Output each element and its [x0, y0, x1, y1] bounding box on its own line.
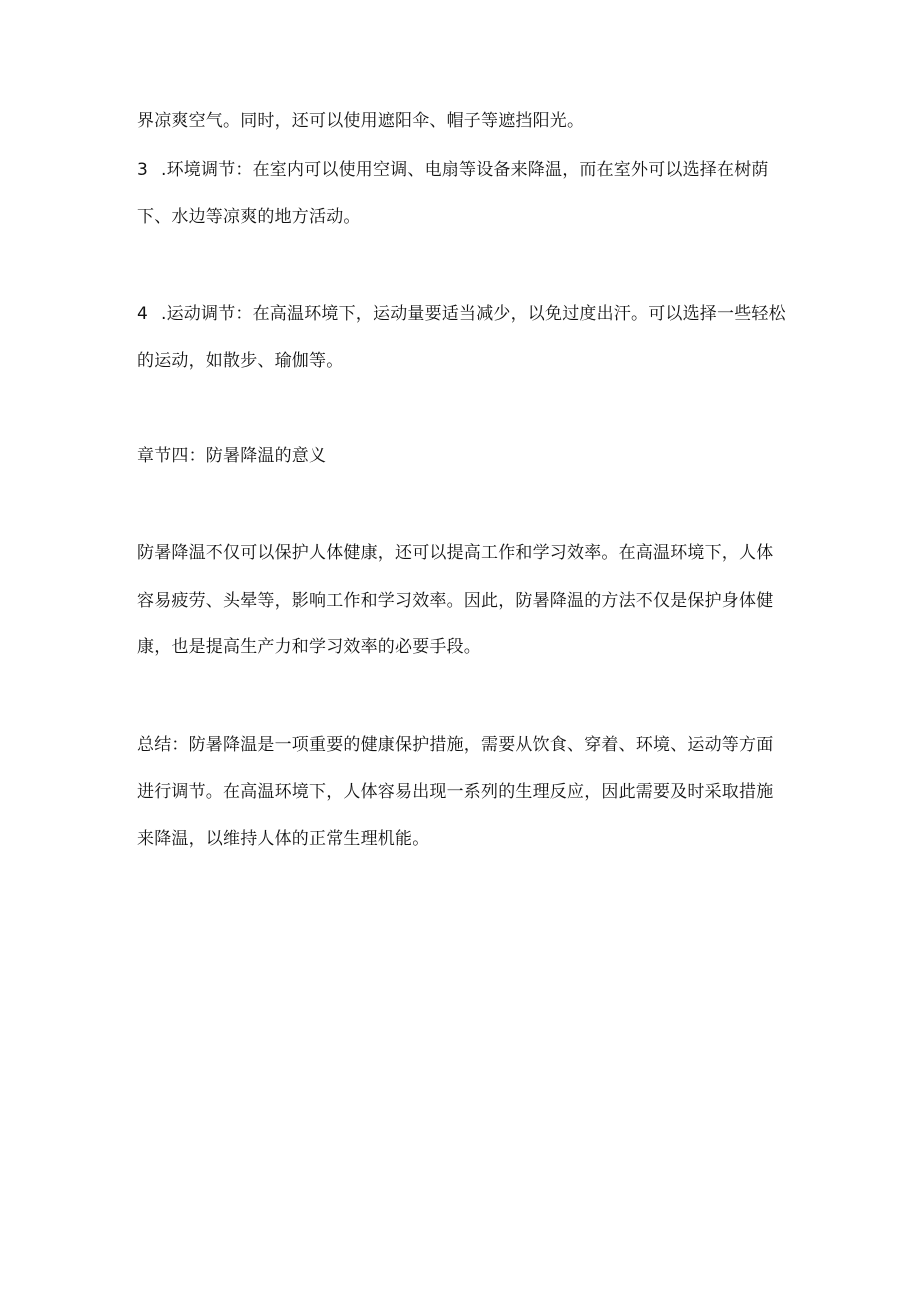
- paragraph-line: 康，也是提高生产力和学习效率的必要手段。: [137, 637, 481, 657]
- list-item-4-text: .运动调节：在高温环境下，运动量要适当减少，以免过度出汗。可以选择一些轻松: [161, 304, 786, 324]
- list-item-3-number: 3: [137, 160, 149, 180]
- section-heading: 章节四：防暑降温的意义: [137, 446, 327, 466]
- paragraph-line: 界凉爽空气。同时，还可以使用遮阳伞、帽子等遮挡阳光。: [137, 111, 585, 131]
- list-item-3-text: .环境调节：在室内可以使用空调、电扇等设备来降温，而在室外可以选择在树荫: [161, 160, 769, 180]
- paragraph-line: 下、水边等凉爽的地方活动。: [137, 207, 361, 227]
- list-item-4-number: 4: [137, 304, 149, 324]
- paragraph-line: 的运动，如散步、瑜伽等。: [137, 351, 344, 371]
- list-item-4-line: [137, 303, 786, 325]
- list-item-3-line: [137, 159, 769, 181]
- paragraph-line: 防暑降温不仅可以保护人体健康，还可以提高工作和学习效率。在高温环境下，人体: [137, 543, 774, 563]
- paragraph-line: 容易疲劳、头晕等，影响工作和学习效率。因此，防暑降温的方法不仅是保护身体健: [137, 591, 774, 611]
- summary-line: 来降温，以维持人体的正常生理机能。: [137, 829, 430, 849]
- summary-line: 进行调节。在高温环境下，人体容易出现一系列的生理反应，因此需要及时采取措施: [137, 782, 774, 802]
- summary-line: 总结：防暑降温是一项重要的健康保护措施，需要从饮食、穿着、环境、运动等方面: [137, 735, 774, 755]
